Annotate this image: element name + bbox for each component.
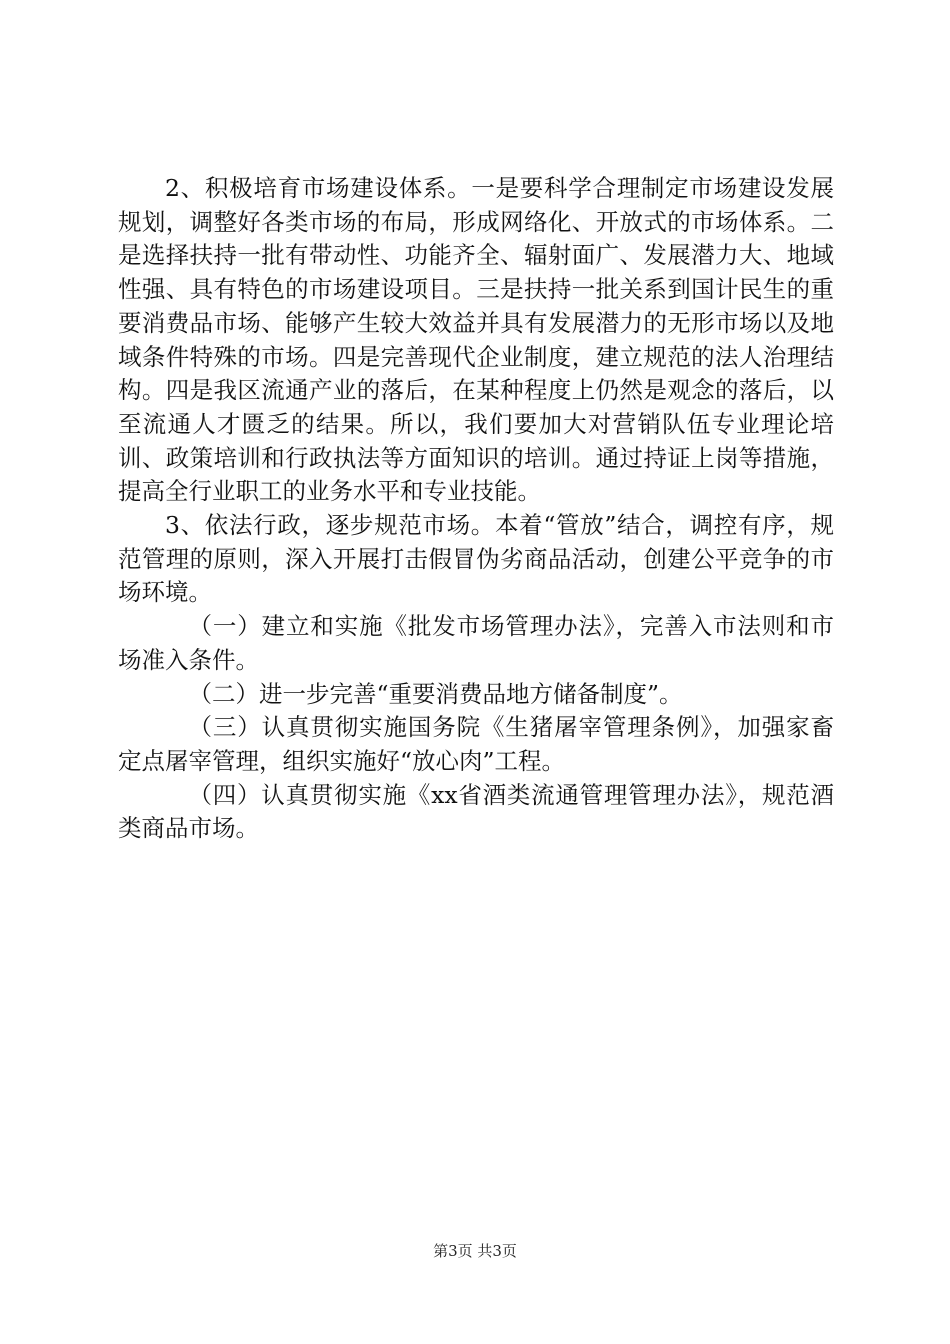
- paragraph-market-system: 2、积极培育市场建设体系。一是要科学合理制定市场建设发展规划，调整好各类市场的布局，形成网络化、开放式的市场体系。二是选择扶持一批有带动性、功能齐全、辐射面广、发展潜力大、地域性强、具有特色的市场建设项目。三是扶持一批关系到国计民生的重要消费品市场、能够产生较大效益并具有发展潜力的无形市场以及地域条件特殊的市场。四是完善现代企业制度，建立规范的法人治理结构。四是我区流通产业的落后，在某种程度上仍然是观念的落后，以至流通人才匮乏的结果。所以，我们要加大对营销队伍专业理论培训、政策培训和行政执法等方面知识的培训。通过持证上岗等措施，提高全行业职工的业务水平和专业技能。: [118, 174, 834, 506]
- paragraph-item-4: （四）认真贯彻实施《xx省酒类流通管理管理办法》，规范酒类商品市场。: [118, 780, 834, 843]
- page-number-footer: 第3页 共3页: [433, 1242, 517, 1260]
- paragraph-item-3: （三）认真贯彻实施国务院《生猪屠宰管理条例》，加强家畜定点屠宰管理，组织实施好“放心肉”工程。: [118, 713, 834, 775]
- paragraph-administration-by-law: 3、依法行政，逐步规范市场。本着“管放”结合，调控有序，规范管理的原则，深入开展打击假冒伪劣商品活动，创建公平竞争的市场环境。: [118, 511, 834, 607]
- paragraph-item-2: （二）进一步完善“重要消费品地方储备制度”。: [188, 679, 683, 708]
- document-body: [118, 172, 834, 846]
- paragraph-item-1: （一）建立和实施《批发市场管理办法》，完善入市法则和市场准入条件。: [118, 612, 834, 674]
